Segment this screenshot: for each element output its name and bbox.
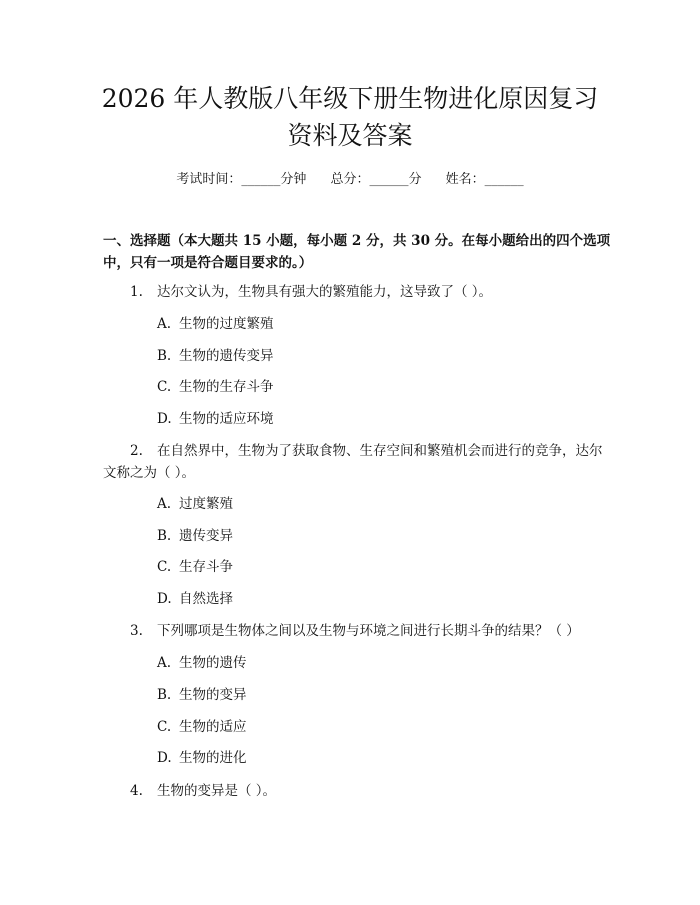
question-3-option-c — [157, 717, 247, 737]
option-letter: C. — [157, 379, 172, 395]
title-line-2: 资料及答案 — [287, 121, 413, 150]
option-letter: D. — [157, 591, 172, 607]
question-number: 2. — [130, 443, 143, 459]
question-3-option-d — [157, 748, 247, 768]
question-2-option-c — [157, 557, 233, 577]
option-letter: C. — [157, 719, 172, 735]
option-text: 生物的进化 — [179, 750, 247, 766]
option-text: 生物的适应环境 — [179, 411, 274, 427]
option-letter: C. — [157, 559, 172, 575]
question-number: 3. — [130, 623, 143, 639]
exam-time: 考试时间：______分钟 — [176, 172, 307, 187]
question-1-option-c — [157, 377, 274, 397]
question-1-option-d — [157, 409, 274, 429]
question-number: 1. — [130, 284, 143, 300]
option-text: 生物的变异 — [179, 687, 247, 703]
option-text: 生物的适应 — [179, 719, 247, 735]
option-text: 生物的过度繁殖 — [179, 316, 274, 332]
question-2-option-b — [157, 526, 233, 546]
option-text: 自然选择 — [179, 591, 233, 607]
question-2 — [103, 440, 608, 484]
option-letter: D. — [157, 750, 172, 766]
question-number: 4. — [130, 783, 143, 799]
section-heading: 一、选择题（本大题共 15 小题，每小题 2 分，共 30 分。在每小题给出的四个选项中，只有一项是符合题目要求的。） — [103, 233, 611, 271]
option-text: 生物的生存斗争 — [179, 379, 274, 395]
option-letter: B. — [157, 348, 172, 364]
exam-info-line — [0, 168, 700, 187]
option-letter: A. — [157, 496, 172, 512]
question-text: 下列哪项是生物体之间以及生物与环境之间进行长期斗争的结果？（ ） — [157, 623, 580, 639]
option-letter: A. — [157, 316, 172, 332]
option-letter: D. — [157, 411, 172, 427]
question-3-option-a — [157, 653, 247, 673]
question-text: 在自然界中，生物为了获取食物、生存空间和繁殖机会而进行的竞争，达尔文称之为（ ）。 — [103, 443, 603, 481]
document-title — [60, 80, 640, 154]
question-1-option-b — [157, 346, 274, 366]
question-1 — [103, 281, 608, 303]
question-2-option-d — [157, 589, 233, 609]
option-text: 生物的遗传 — [179, 655, 247, 671]
option-text: 生物的遗传变异 — [179, 348, 274, 364]
question-4 — [103, 780, 608, 802]
title-line-1: 2026 年人教版八年级下册生物进化原因复习 — [101, 84, 599, 113]
question-1-option-a — [157, 314, 274, 334]
option-text: 生存斗争 — [179, 559, 233, 575]
question-3 — [103, 620, 608, 642]
question-3-option-b — [157, 685, 247, 705]
student-name: 姓名：______ — [445, 172, 524, 187]
option-letter: B. — [157, 687, 172, 703]
question-text: 生物的变异是（ ）。 — [157, 783, 277, 799]
option-text: 遗传变异 — [179, 528, 233, 544]
option-letter: B. — [157, 528, 172, 544]
exam-total-score: 总分：______分 — [330, 172, 422, 187]
question-text: 达尔文认为，生物具有强大的繁殖能力，这导致了（ ）。 — [157, 284, 493, 300]
question-2-option-a — [157, 494, 233, 514]
option-text: 过度繁殖 — [179, 496, 233, 512]
option-letter: A. — [157, 655, 172, 671]
